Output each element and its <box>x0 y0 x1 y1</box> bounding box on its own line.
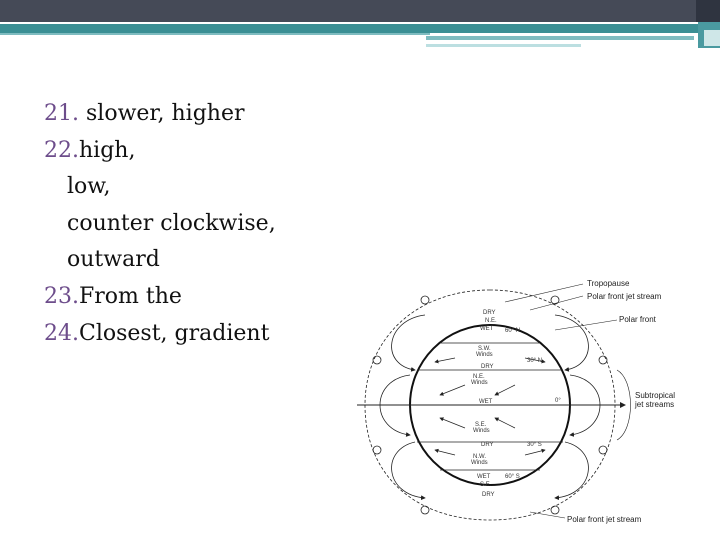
label-nw: N.W. <box>473 454 486 460</box>
header-rule-secondary <box>426 36 694 40</box>
label-wet: WET <box>477 474 491 480</box>
answer-22-line-2: low, <box>67 174 111 200</box>
jet-stream-symbol <box>551 506 559 514</box>
jet-stream-symbol <box>599 446 607 454</box>
label-winds: Winds <box>471 460 488 466</box>
label-ne: N.E. <box>485 318 497 324</box>
label-tropopause: Tropopause <box>587 279 630 288</box>
answer-21 <box>44 96 364 133</box>
wind-arrow <box>525 450 545 455</box>
answer-number: 21. <box>44 101 79 126</box>
label-winds: Winds <box>473 428 490 434</box>
pointer-line <box>530 512 565 518</box>
label-wet: WET <box>480 326 494 332</box>
label-ne: N.E. <box>473 374 485 380</box>
wind-arrow <box>495 418 515 428</box>
label-polar-jet-top: Polar front jet stream <box>587 292 662 301</box>
label-polar-front: Polar front <box>619 315 656 324</box>
wind-arrow <box>440 385 465 395</box>
circulation-arrow <box>392 315 425 370</box>
label-subtropical: Subtropical <box>635 391 676 400</box>
answer-22-line-4: outward <box>67 247 160 273</box>
circulation-arrow <box>555 442 588 498</box>
label-dry: DRY <box>481 442 494 448</box>
header-rule <box>0 24 700 33</box>
wind-arrow <box>495 385 515 395</box>
label-se: S.E. <box>475 422 487 428</box>
label-lat-0: 0° <box>555 398 561 404</box>
label-polar-jet-bottom: Polar front jet stream <box>567 515 642 524</box>
label-sw: S.W. <box>478 346 491 352</box>
pointer-line <box>530 296 583 310</box>
answer-text: slower, higher <box>86 101 245 126</box>
label-dry: DRY <box>483 310 496 316</box>
answer-text: Closest, gradient <box>79 320 270 346</box>
jet-stream-symbol <box>599 356 607 364</box>
global-circulation-diagram <box>355 270 685 525</box>
circulation-svg <box>355 270 685 525</box>
label-winds: Winds <box>471 380 488 386</box>
wind-arrow <box>435 358 455 362</box>
answer-number: 23. <box>44 283 79 309</box>
answer-text: high, <box>79 137 136 163</box>
label-lat-60s: 60° S <box>505 474 520 480</box>
answer-22 <box>44 133 364 170</box>
label-lat-60n: 60° N <box>505 328 521 334</box>
corner-ornament-light <box>704 30 720 46</box>
label-lat-30n: 30° N <box>527 358 543 364</box>
answer-list <box>44 96 364 352</box>
label-wet-equator: WET <box>479 399 493 405</box>
wind-arrow <box>440 418 465 428</box>
label-jet-streams: jet streams <box>635 400 675 409</box>
answer-22-line-3: counter clockwise, <box>67 210 276 236</box>
header-rule-thin <box>0 33 430 35</box>
jet-stream-symbol <box>421 506 429 514</box>
jet-stream-symbol <box>373 356 381 364</box>
answer-23 <box>44 279 364 316</box>
label-dry: DRY <box>481 364 494 370</box>
label-dry: DRY <box>482 492 495 498</box>
title-bar-accent <box>696 0 720 22</box>
title-bar <box>0 0 720 22</box>
answer-number: 22. <box>44 137 79 163</box>
jet-stream-symbol <box>421 296 429 304</box>
label-se: S.E. <box>480 482 492 488</box>
header-rule-tertiary <box>426 44 581 47</box>
answer-24 <box>44 316 364 353</box>
answer-number: 24. <box>44 320 79 346</box>
label-lat-30s: 30° S <box>527 442 542 448</box>
jet-stream-symbol <box>373 446 381 454</box>
wind-arrow <box>435 450 455 455</box>
label-winds: Winds <box>476 352 493 358</box>
circulation-arrow <box>555 315 588 370</box>
answer-text: From the <box>79 283 182 309</box>
circulation-arrow <box>392 442 425 498</box>
